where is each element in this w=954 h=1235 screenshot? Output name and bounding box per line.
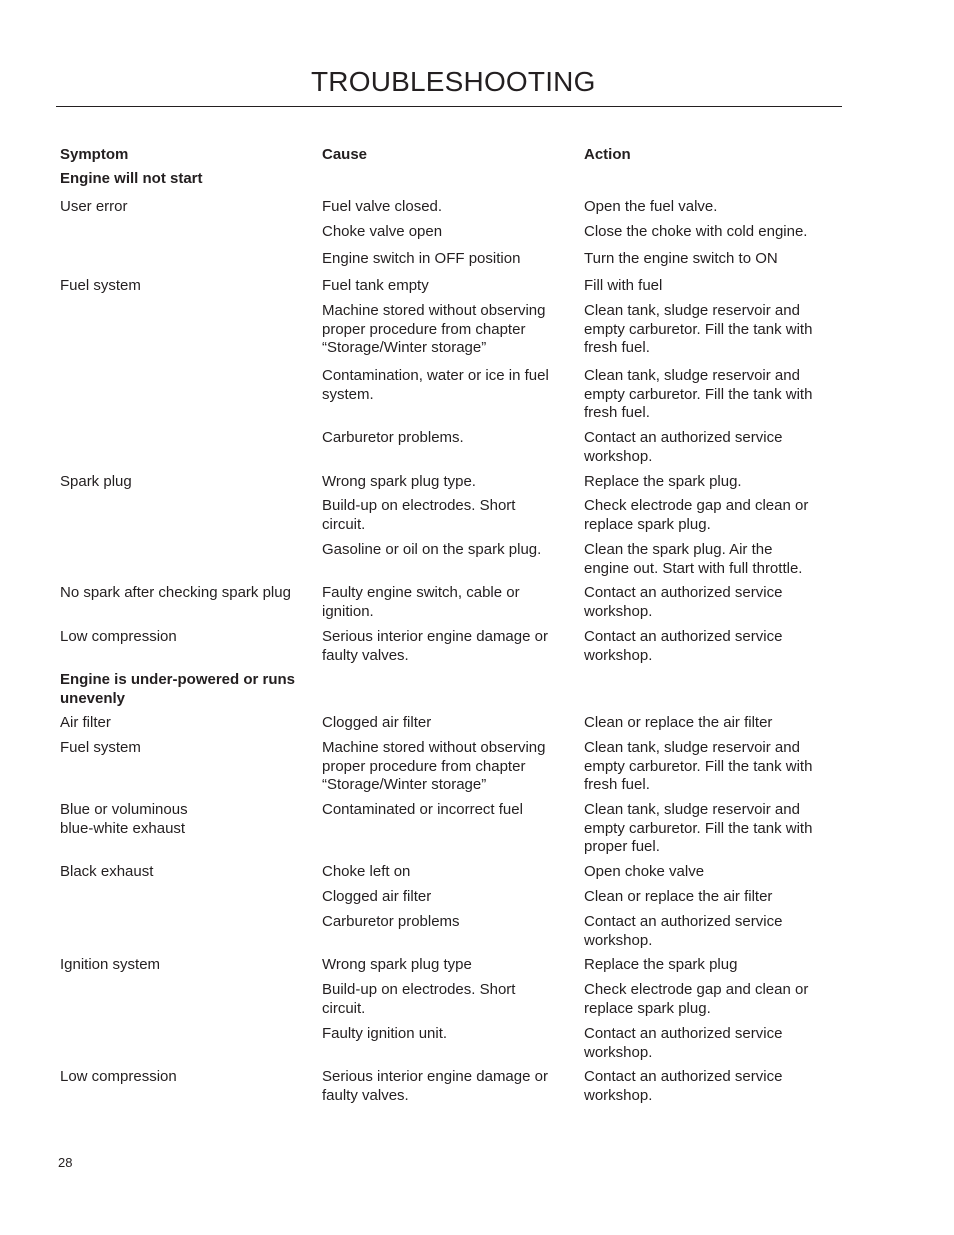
cause-cell: Fuel valve closed. [322,198,443,215]
symptom-cell: Low compression [60,1068,177,1085]
action-cell: Contact an authorized service workshop. [584,628,783,664]
cause-cell: Carburetor problems [322,913,460,930]
action-cell: Replace the spark plug [584,956,738,973]
page-number: 28 [58,1155,73,1170]
symptom-cell: Air filter [60,714,111,731]
title-divider [56,106,842,107]
header-symptom: Symptom [60,146,129,163]
symptom-cell: Low compression [60,628,177,645]
action-cell: Clean or replace the air filter [584,888,773,905]
page-title: TROUBLESHOOTING [311,66,596,97]
symptom-cell: Ignition system [60,956,161,973]
action-cell: Clean the spark plug. Air the engine out. Start with full throttle. [584,541,803,577]
action-cell: Contact an authorized service workshop. [584,1068,783,1104]
action-cell: Clean or replace the air filter [584,714,773,731]
cause-cell: Engine switch in OFF position [322,250,521,267]
symptom-cell: Blue or voluminous blue-white exhaust [60,801,188,837]
action-cell: Close the choke with cold engine. [584,223,808,240]
action-cell: Fill with fuel [584,277,663,294]
symptom-cell: No spark after checking spark plug [60,584,291,601]
action-cell: Contact an authorized service workshop. [584,584,783,620]
action-cell: Clean tank, sludge reservoir and empty carburetor. Fill the tank with fresh fuel. [584,302,813,356]
symptom-cell: Black exhaust [60,863,154,880]
cause-cell: Fuel tank empty [322,277,429,294]
cause-cell: Build-up on electrodes. Short circuit. [322,981,516,1017]
symptom-cell: User error [60,198,128,215]
cause-cell: Build-up on electrodes. Short circuit. [322,497,516,533]
symptom-cell: Spark plug [60,473,132,490]
cause-cell: Carburetor problems. [322,429,464,446]
action-cell: Turn the engine switch to ON [584,250,778,267]
symptom-cell: Fuel system [60,739,141,756]
cause-cell: Machine stored without observing proper procedure from chapter “Storage/Winter storage” [322,739,546,793]
action-cell: Clean tank, sludge reservoir and empty carburetor. Fill the tank with fresh fuel. [584,367,813,421]
cause-cell: Faulty ignition unit. [322,1025,448,1042]
cause-cell: Serious interior engine damage or faulty valves. [322,628,548,664]
symptom-cell: Fuel system [60,277,141,294]
cause-cell: Clogged air filter [322,888,432,905]
cause-cell: Machine stored without observing proper procedure from chapter “Storage/Winter storage” [322,302,546,356]
action-cell: Contact an authorized service workshop. [584,429,783,465]
cause-cell: Contaminated or incorrect fuel [322,801,523,818]
cause-cell: Clogged air filter [322,714,432,731]
section-heading: Engine is under-powered or runs unevenly [60,671,296,707]
action-cell: Contact an authorized service workshop. [584,1025,783,1061]
action-cell: Open the fuel valve. [584,198,718,215]
header-cause: Cause [322,146,368,163]
action-cell: Check electrode gap and clean or replace spark plug. [584,497,809,533]
action-cell: Replace the spark plug. [584,473,742,490]
cause-cell: Gasoline or oil on the spark plug. [322,541,542,558]
cause-cell: Wrong spark plug type [322,956,472,973]
header-action: Action [584,146,631,163]
section-heading: Engine will not start [60,170,203,187]
action-cell: Contact an authorized service workshop. [584,913,783,949]
action-cell: Check electrode gap and clean or replace spark plug. [584,981,809,1017]
cause-cell: Wrong spark plug type. [322,473,476,490]
cause-cell: Faulty engine switch, cable or ignition. [322,584,520,620]
cause-cell: Contamination, water or ice in fuel system. [322,367,549,403]
action-cell: Clean tank, sludge reservoir and empty carburetor. Fill the tank with fresh fuel. [584,739,813,793]
action-cell: Open choke valve [584,863,705,880]
cause-cell: Choke left on [322,863,411,880]
action-cell: Clean tank, sludge reservoir and empty carburetor. Fill the tank with proper fuel. [584,801,813,855]
cause-cell: Serious interior engine damage or faulty valves. [322,1068,548,1104]
cause-cell: Choke valve open [322,223,443,240]
